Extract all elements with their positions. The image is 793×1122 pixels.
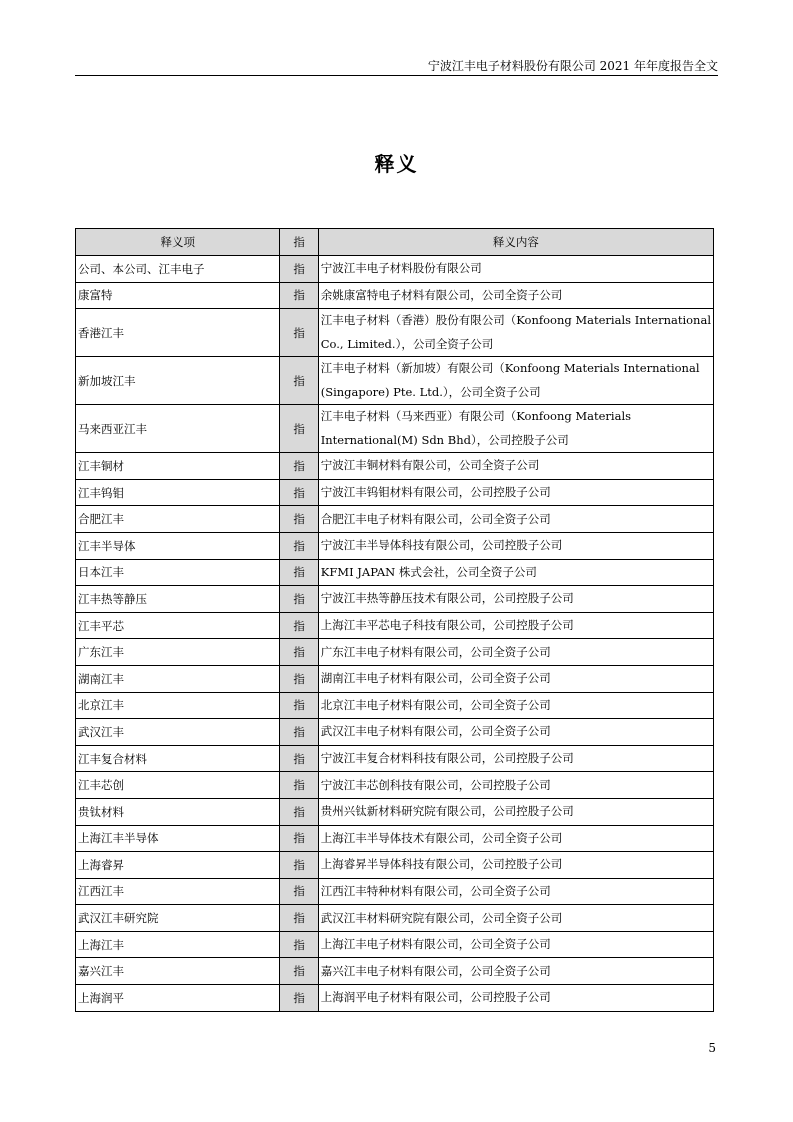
definition-cell — [318, 256, 713, 283]
definition-line: 贵州兴钛新材料研究院有限公司，公司控股子公司 — [320, 804, 574, 819]
definition-cell — [318, 852, 713, 879]
table-row — [76, 559, 714, 586]
table-row — [76, 692, 714, 719]
definition-line: 江丰电子材料（马来西亚）有限公司（Konfoong Materials — [320, 409, 632, 424]
table-row — [76, 772, 714, 799]
definition-line: 宁波江丰热等静压技术有限公司，公司控股子公司 — [320, 591, 574, 606]
definition-line: International(M) Sdn Bhd），公司控股子公司 — [320, 432, 569, 447]
ref-cell: 指 — [280, 559, 318, 586]
ref-cell: 指 — [280, 309, 318, 357]
table-row — [76, 639, 714, 666]
definition-line: 江西江丰特种材料有限公司，公司全资子公司 — [320, 883, 551, 898]
ref-cell: 指 — [280, 665, 318, 692]
table-row — [76, 309, 714, 357]
definition-line: 江丰电子材料（新加坡）有限公司（Konfoong Materials International — [320, 361, 700, 376]
definition-cell — [318, 985, 713, 1012]
definition-cell — [318, 532, 713, 559]
definition-cell — [318, 825, 713, 852]
table-body — [76, 256, 714, 1012]
table-row — [76, 612, 714, 639]
term-cell: 广东江丰 — [76, 639, 280, 666]
table-row — [76, 825, 714, 852]
term-cell: 贵钛材料 — [76, 798, 280, 825]
definition-line: 宁波江丰电子材料股份有限公司 — [320, 261, 482, 276]
definition-cell — [318, 719, 713, 746]
column-header-term: 释义项 — [76, 229, 280, 256]
page-title: 释义 — [374, 152, 419, 176]
definition-line: 武汉江丰材料研究院有限公司，公司全资子公司 — [320, 910, 563, 925]
definition-cell — [318, 559, 713, 586]
ref-cell: 指 — [280, 639, 318, 666]
term-cell: 康富特 — [76, 282, 280, 309]
definition-cell — [318, 878, 713, 905]
ref-cell: 指 — [280, 905, 318, 932]
definition-line: 上海江丰半导体技术有限公司，公司全资子公司 — [320, 830, 563, 845]
definition-cell — [318, 506, 713, 533]
definition-line: 宁波江丰铜材料有限公司，公司全资子公司 — [320, 458, 540, 473]
table-row — [76, 905, 714, 932]
ref-cell: 指 — [280, 612, 318, 639]
ref-cell: 指 — [280, 719, 318, 746]
ref-cell: 指 — [280, 405, 318, 453]
definition-line: 上海睿昇半导体科技有限公司，公司控股子公司 — [320, 857, 563, 872]
table-row — [76, 405, 714, 453]
definition-line: 宁波江丰半导体科技有限公司，公司控股子公司 — [320, 538, 563, 553]
definition-line: 合肥江丰电子材料有限公司，公司全资子公司 — [320, 511, 551, 526]
definition-cell — [318, 405, 713, 453]
term-cell: 公司、本公司、江丰电子 — [76, 256, 280, 283]
table-row — [76, 665, 714, 692]
column-header-definition: 释义内容 — [318, 229, 713, 256]
definition-cell — [318, 282, 713, 309]
table-row — [76, 282, 714, 309]
ref-cell: 指 — [280, 985, 318, 1012]
definition-cell — [318, 453, 713, 480]
term-cell: 武汉江丰研究院 — [76, 905, 280, 932]
definition-cell — [318, 958, 713, 985]
definition-line: 宁波江丰芯创科技有限公司，公司控股子公司 — [320, 777, 551, 792]
table-row — [76, 453, 714, 480]
definition-cell — [318, 692, 713, 719]
definition-cell — [318, 798, 713, 825]
term-cell: 新加坡江丰 — [76, 357, 280, 405]
ref-cell: 指 — [280, 852, 318, 879]
table-row — [76, 719, 714, 746]
term-cell: 江丰铜材 — [76, 453, 280, 480]
header-rule — [75, 75, 718, 76]
definition-cell — [318, 309, 713, 357]
term-cell: 香港江丰 — [76, 309, 280, 357]
term-cell: 江丰芯创 — [76, 772, 280, 799]
term-cell: 嘉兴江丰 — [76, 958, 280, 985]
table-row — [76, 745, 714, 772]
definition-cell — [318, 639, 713, 666]
term-cell: 江丰热等静压 — [76, 586, 280, 613]
definition-cell — [318, 905, 713, 932]
definition-line: 上海江丰电子材料有限公司，公司全资子公司 — [320, 937, 551, 952]
table-row — [76, 479, 714, 506]
term-cell: 武汉江丰 — [76, 719, 280, 746]
table-row — [76, 852, 714, 879]
definition-cell — [318, 357, 713, 405]
definition-cell — [318, 745, 713, 772]
ref-cell: 指 — [280, 958, 318, 985]
ref-cell: 指 — [280, 479, 318, 506]
table-row — [76, 357, 714, 405]
term-cell: 合肥江丰 — [76, 506, 280, 533]
definition-line: 上海江丰平芯电子科技有限公司，公司控股子公司 — [320, 618, 574, 633]
term-cell: 马来西亚江丰 — [76, 405, 280, 453]
term-cell: 上海江丰半导体 — [76, 825, 280, 852]
table-row — [76, 798, 714, 825]
definition-line: 湖南江丰电子材料有限公司，公司全资子公司 — [320, 671, 551, 686]
table-header-row — [76, 229, 714, 256]
definition-cell — [318, 586, 713, 613]
term-cell: 北京江丰 — [76, 692, 280, 719]
table-row — [76, 532, 714, 559]
page-number: 5 — [708, 1041, 716, 1055]
definition-line: 广东江丰电子材料有限公司，公司全资子公司 — [320, 644, 551, 659]
ref-cell: 指 — [280, 256, 318, 283]
table-row — [76, 506, 714, 533]
ref-cell: 指 — [280, 825, 318, 852]
term-cell: 江丰平芯 — [76, 612, 280, 639]
term-cell: 江丰半导体 — [76, 532, 280, 559]
definition-cell — [318, 612, 713, 639]
definition-line: 武汉江丰电子材料有限公司，公司全资子公司 — [320, 724, 551, 739]
table-row — [76, 878, 714, 905]
definition-line: 宁波江丰复合材料科技有限公司，公司控股子公司 — [320, 751, 574, 766]
column-header-ref: 指 — [280, 229, 318, 256]
term-cell: 江西江丰 — [76, 878, 280, 905]
definitions-table — [75, 228, 714, 1012]
definition-line: 北京江丰电子材料有限公司，公司全资子公司 — [320, 697, 551, 712]
definition-cell — [318, 479, 713, 506]
definition-line: KFMI JAPAN 株式会社，公司全资子公司 — [320, 564, 537, 579]
term-cell: 日本江丰 — [76, 559, 280, 586]
ref-cell: 指 — [280, 357, 318, 405]
definition-line: 江丰电子材料（香港）股份有限公司（Konfoong Materials International — [320, 313, 711, 328]
term-cell: 湖南江丰 — [76, 665, 280, 692]
definition-line: 上海润平电子材料有限公司，公司控股子公司 — [320, 990, 551, 1005]
definition-cell — [318, 772, 713, 799]
term-cell: 上海江丰 — [76, 931, 280, 958]
table-row — [76, 931, 714, 958]
definition-line: (Singapore) Pte. Ltd.），公司全资子公司 — [320, 384, 541, 399]
term-cell: 江丰复合材料 — [76, 745, 280, 772]
definition-line: Co., Limited.），公司全资子公司 — [320, 336, 494, 351]
term-cell: 上海润平 — [76, 985, 280, 1012]
ref-cell: 指 — [280, 798, 318, 825]
ref-cell: 指 — [280, 506, 318, 533]
table-row — [76, 256, 714, 283]
ref-cell: 指 — [280, 586, 318, 613]
table-row — [76, 586, 714, 613]
table-row — [76, 985, 714, 1012]
term-cell: 上海睿昇 — [76, 852, 280, 879]
definition-line: 宁波江丰钨钼材料有限公司，公司控股子公司 — [320, 485, 551, 500]
ref-cell: 指 — [280, 772, 318, 799]
definition-line: 余姚康富特电子材料有限公司，公司全资子公司 — [320, 287, 563, 302]
ref-cell: 指 — [280, 282, 318, 309]
definition-line: 嘉兴江丰电子材料有限公司，公司全资子公司 — [320, 963, 551, 978]
running-header: 宁波江丰电子材料股份有限公司 2021 年年度报告全文 — [427, 59, 718, 73]
definition-cell — [318, 665, 713, 692]
ref-cell: 指 — [280, 745, 318, 772]
table-row — [76, 958, 714, 985]
ref-cell: 指 — [280, 532, 318, 559]
ref-cell: 指 — [280, 692, 318, 719]
ref-cell: 指 — [280, 878, 318, 905]
ref-cell: 指 — [280, 931, 318, 958]
definition-cell — [318, 931, 713, 958]
ref-cell: 指 — [280, 453, 318, 480]
term-cell: 江丰钨钼 — [76, 479, 280, 506]
